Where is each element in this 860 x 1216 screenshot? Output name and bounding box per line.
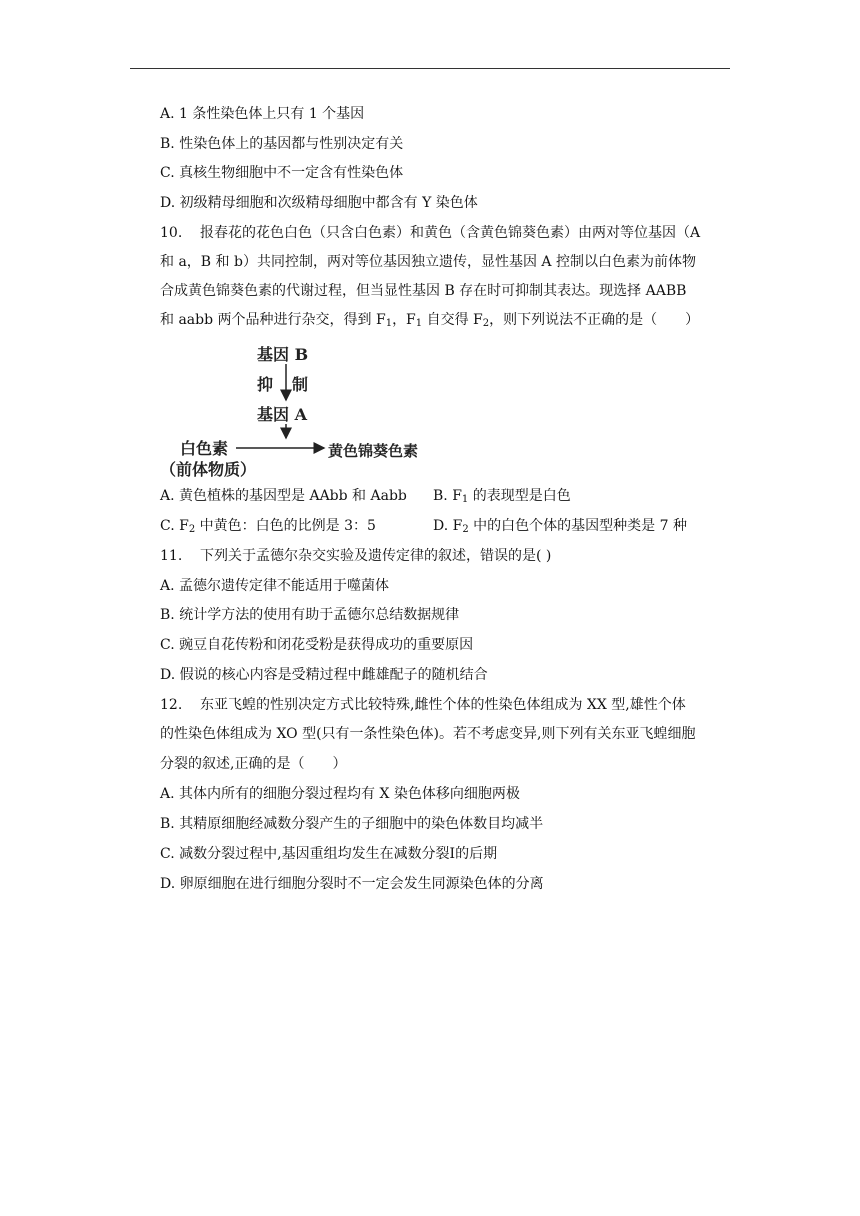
q12-stem-line-3: 分裂的叙述,正确的是（ ）: [160, 756, 347, 772]
subscript: 1: [385, 318, 393, 329]
option-text: 中黄色：白色的比例是 3：5: [195, 518, 376, 534]
q12-option-b: B. 其精原细胞经减数分裂产生的子细胞中的染色体数目均减半: [160, 816, 544, 832]
header-rule: [130, 68, 730, 69]
q12-stem-line-1: [160, 695, 686, 715]
option-text: C. F: [160, 518, 189, 534]
q10-stem-line-2: 和 a，B 和 b）共同控制，两对等位基因独立遗传，显性基因 A 控制以白色素为前体物: [160, 254, 696, 270]
yellow-pigment-label: 黄色锦葵色素: [328, 442, 419, 460]
q10-stem-text: 和 aabb 两个品种进行杂交，得到 F: [160, 312, 386, 328]
subscript: 1: [415, 318, 423, 329]
q11-stem-text: 下列关于孟德尔杂交实验及遗传定律的叙述，错误的是( ): [200, 548, 552, 564]
q12-stem-line-2: 的性染色体组成为 XO 型(只有一条性染色体)。若不考虑变异,则下列有关东亚飞蝗细胞: [160, 726, 696, 742]
q12-option-c: C. 减数分裂过程中,基因重组均发生在减数分裂Ⅰ的后期: [160, 846, 498, 862]
white-pigment-label: 白色素: [180, 439, 229, 458]
q9-option-d: D. 初级精母细胞和次级精母细胞中都含有 Y 染色体: [160, 195, 478, 211]
option-text: D. F: [433, 518, 463, 534]
q12-number: 12.: [160, 697, 183, 713]
q10-stem-line-1: [160, 223, 700, 243]
pigment-pathway-diagram: [160, 338, 460, 478]
q10-option-d: [433, 516, 687, 536]
q9-option-c: C. 真核生物细胞中不一定含有性染色体: [160, 165, 404, 181]
q11-option-d: D. 假说的核心内容是受精过程中雌雄配子的随机结合: [160, 667, 488, 683]
subscript: 2: [188, 524, 196, 535]
q12-option-d: D. 卵原细胞在进行细胞分裂时不一定会发生同源染色体的分离: [160, 876, 544, 892]
q10-stem-text: 自交得 F: [422, 312, 483, 328]
q10-stem-text: ，则下列说法不正确的是（ ）: [489, 312, 700, 328]
q11-option-a: A. 孟德尔遗传定律不能适用于噬菌体: [160, 578, 390, 594]
q9-option-b: B. 性染色体上的基因都与性别决定有关: [160, 136, 404, 152]
subscript: 1: [461, 494, 469, 505]
gene-b-label: 基因 B: [257, 345, 309, 364]
q10-stem-line-4: [160, 310, 699, 330]
option-text: B. F: [433, 488, 462, 504]
q10-option-a: A. 黄色植株的基因型是 AAbb 和 Aabb: [160, 488, 407, 504]
q9-option-a: A. 1 条性染色体上只有 1 个基因: [160, 106, 365, 122]
q10-option-b: [433, 486, 571, 506]
q11-stem: [160, 546, 551, 566]
precursor-label: （前体物质）: [160, 460, 257, 479]
gene-a-label: 基因 A: [257, 405, 307, 424]
q11-number: 11.: [160, 548, 183, 564]
q11-option-c: C. 豌豆自花传粉和闭花受粉是获得成功的重要原因: [160, 637, 474, 653]
q10-stem-text: ，F: [392, 312, 416, 328]
option-text: 的表现型是白色: [468, 488, 571, 504]
inhibit-label-1: 抑: [257, 375, 274, 394]
q10-option-c: [160, 516, 376, 536]
q11-option-b: B. 统计学方法的使用有助于孟德尔总结数据规律: [160, 607, 460, 623]
q12-stem-text-1: 东亚飞蝗的性别决定方式比较特殊,雌性个体的性染色体组成为 XX 型,雄性个体: [200, 697, 686, 713]
option-text: 中的白色个体的基因型种类是 7 种: [468, 518, 687, 534]
subscript: 2: [462, 524, 469, 535]
q10-stem-line-3: 合成黄色锦葵色素的代谢过程，但当显性基因 B 存在时可抑制其表达。现选择 AABB: [160, 283, 687, 299]
q10-number: 10.: [160, 225, 183, 241]
inhibit-label-2: 制: [292, 375, 309, 394]
subscript: 2: [482, 318, 490, 329]
pathway-arrows: [160, 338, 460, 478]
q12-option-a: A. 其体内所有的细胞分裂过程均有 X 染色体移向细胞两极: [160, 786, 520, 802]
q10-stem-text-1: 报春花的花色白色（只含白色素）和黄色（含黄色锦葵色素）由两对等位基因（A: [200, 225, 701, 241]
